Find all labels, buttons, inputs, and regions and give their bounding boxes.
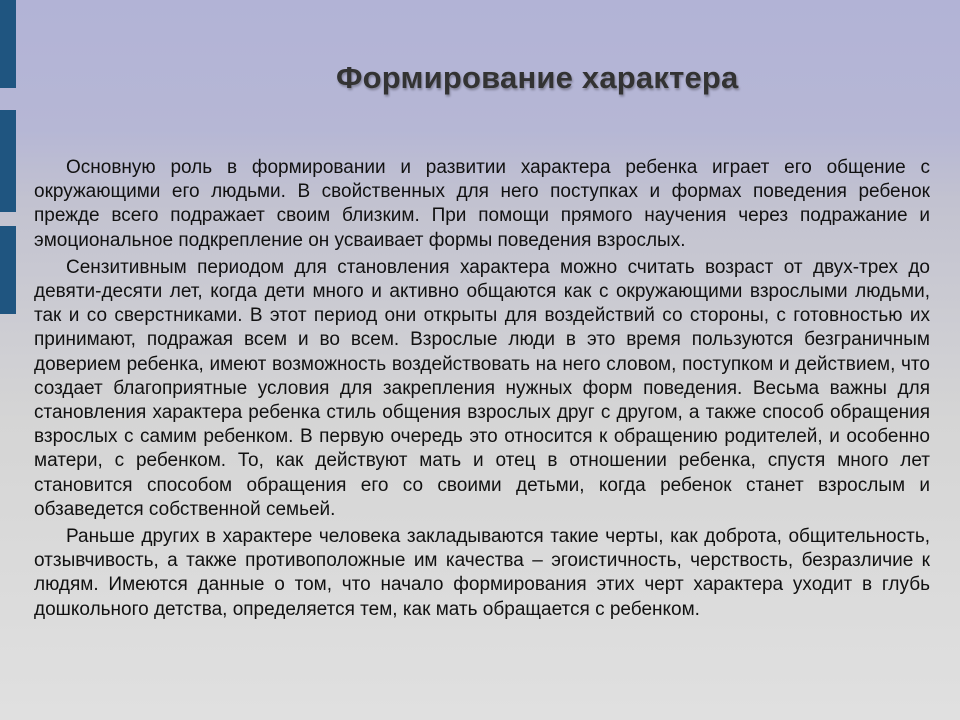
accent-bar-bottom <box>0 226 16 314</box>
paragraph-1: Основную роль в формировании и развитии характера ребенка играет его общение с окружающими его людьми. В свойственных для него поступках и формах поведения ребенок прежде всего подражает своим близким. При помощи прямого научения через подражание и эмоциональное подкрепление он усваивает формы поведения взрослых. <box>34 157 930 251</box>
slide-title: Формирование характера <box>336 60 739 95</box>
accent-bar-middle <box>0 110 16 212</box>
paragraph-3: Раньше других в характере человека закладываются такие черты, как доброта, общительность, отзывчивость, а также противоположные им качества – эгоистичность, черствость, безразличие к людям. Имеются данные о том, что начало формирования этих черт характера уходит в глубь дошкольного детства, определяется тем, как мать обращается с ребенком. <box>34 526 930 620</box>
paragraph-2: Сензитивным периодом для становления характера можно считать возраст от двух-трех до девяти-десяти лет, когда дети много и активно общаются как с окружающими взрослыми людьми, так и со сверстниками. В этот период они открыты для воздействий со стороны, с готовностью их принимают, подражая всем и во всем. Взрослые люди в это время пользуются безграничным доверием ребенка, имеют возможность воздействовать на него словом, поступком и действием, что создает благоприятные условия для закрепления нужных форм поведения. Весьма важны для становления характера ребенка стиль общения взрослых друг с другом, а также способ обращения взрослых с самим ребенком. В первую очередь это относится к обращению родителей, и особенно матери, с ребенком. То, как действуют мать и отец в отношении ребенка, спустя много лет становится способом обращения его со своими детьми, когда ребенок станет взрослым и обзаведется собственной семьей. <box>34 256 930 520</box>
slide-body <box>34 156 930 625</box>
